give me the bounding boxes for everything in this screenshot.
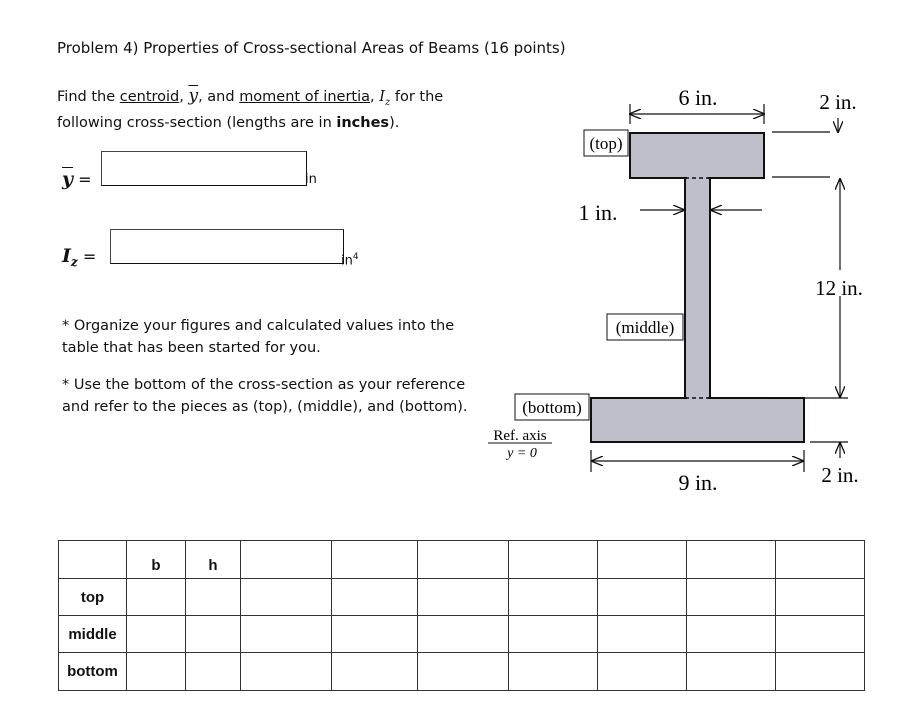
ybar-label: $\overline{y}$ = [62, 168, 92, 190]
table-cell[interactable] [687, 616, 776, 653]
ybar-equals: = [78, 170, 92, 189]
table-cell[interactable] [186, 579, 241, 616]
table-cell[interactable] [332, 653, 418, 691]
table-cell[interactable] [332, 579, 418, 616]
table-cell[interactable] [127, 653, 186, 691]
bottom-flange [591, 398, 804, 442]
table-cell[interactable] [241, 579, 332, 616]
table-cell[interactable] [509, 579, 598, 616]
table-cell[interactable] [418, 616, 509, 653]
iz-unit: $in^4$ [341, 252, 359, 269]
iz-symbol: $I_z$ [379, 89, 391, 108]
table-cell[interactable] [776, 616, 865, 653]
instr-find: Find the [57, 89, 116, 105]
header-cell[interactable] [332, 541, 418, 579]
table-cell[interactable] [241, 653, 332, 691]
table-cell[interactable] [687, 579, 776, 616]
ybar-input[interactable] [101, 151, 307, 186]
table-cell[interactable] [418, 579, 509, 616]
header-cell: h [186, 541, 241, 579]
label-top: (top) [589, 134, 623, 153]
dim-web-height: 12 in. [815, 276, 863, 300]
table-cell[interactable] [332, 616, 418, 653]
table-cell[interactable] [186, 653, 241, 691]
table-cell[interactable] [509, 653, 598, 691]
ref-axis-label: Ref. axis [493, 428, 547, 444]
iz-equals: = [82, 247, 97, 266]
properties-table [58, 540, 865, 691]
instr-for-the: for the [394, 89, 444, 105]
header-cell[interactable] [776, 541, 865, 579]
dim-bottom-height: 2 in. [821, 463, 859, 487]
row-label-top: top [59, 579, 127, 616]
i-beam-figure [480, 80, 900, 500]
header-cell: b [127, 541, 186, 579]
table-cell[interactable] [598, 653, 687, 691]
instr-inches: inches [336, 114, 390, 131]
header-cell[interactable] [598, 541, 687, 579]
dim-bottom-width: 9 in. [678, 470, 718, 495]
label-bottom: (bottom) [522, 398, 582, 417]
table-cell[interactable] [509, 616, 598, 653]
table-row [59, 653, 865, 691]
table-cell[interactable] [127, 579, 186, 616]
table-cell[interactable] [598, 579, 687, 616]
table-cell[interactable] [687, 653, 776, 691]
header-cell[interactable] [509, 541, 598, 579]
label-middle: (middle) [615, 318, 675, 337]
centroid-link: centroid [119, 89, 180, 105]
table-cell[interactable] [776, 579, 865, 616]
table-cell[interactable] [241, 616, 332, 653]
note-organize: * Organize your figures and calculated values into the table that has been started for you. [62, 318, 455, 356]
row-label-middle: middle [59, 616, 127, 653]
table-row [59, 616, 865, 653]
ref-axis-y0: y = 0 [507, 446, 537, 461]
table-cell[interactable] [127, 616, 186, 653]
dim-top-width: 6 in. [678, 85, 718, 110]
table-cell[interactable] [418, 653, 509, 691]
instr-close: ). [389, 114, 400, 131]
table-cell[interactable] [186, 616, 241, 653]
dim-web-width: 1 in. [578, 200, 618, 225]
problem-title: Problem 4) Properties of Cross-sectional Areas of Beams (16 points) [57, 39, 566, 57]
header-cell [59, 541, 127, 579]
table-row [59, 579, 865, 616]
note-reference: * Use the bottom of the cross-section as your reference and refer to the pieces as (top), (middle), and (bottom). [62, 377, 468, 415]
moment-of-inertia-link: moment of inertia [239, 89, 370, 105]
header-cell[interactable] [241, 541, 332, 579]
header-cell[interactable] [687, 541, 776, 579]
top-flange [630, 133, 764, 178]
instructions: Find the centroid, $\overline{y}$, and moment of inertia, $I_z$ for the following cross-section (lengths are in inches). [57, 86, 444, 131]
instr-and: and [207, 89, 235, 105]
ybar-unit: in [305, 172, 317, 187]
dim-top-height: 2 in. [819, 90, 857, 114]
header-cell[interactable] [418, 541, 509, 579]
table-cell[interactable] [598, 616, 687, 653]
web [685, 178, 710, 398]
row-label-bottom: bottom [59, 653, 127, 691]
iz-label: $I_z$ = [62, 245, 97, 270]
iz-input[interactable] [110, 229, 344, 264]
table-header-row [59, 541, 865, 579]
ybar-symbol: $\overline{y}$ [188, 86, 199, 106]
instr-line2: following cross-section (lengths are in [57, 114, 332, 131]
table-cell[interactable] [776, 653, 865, 691]
